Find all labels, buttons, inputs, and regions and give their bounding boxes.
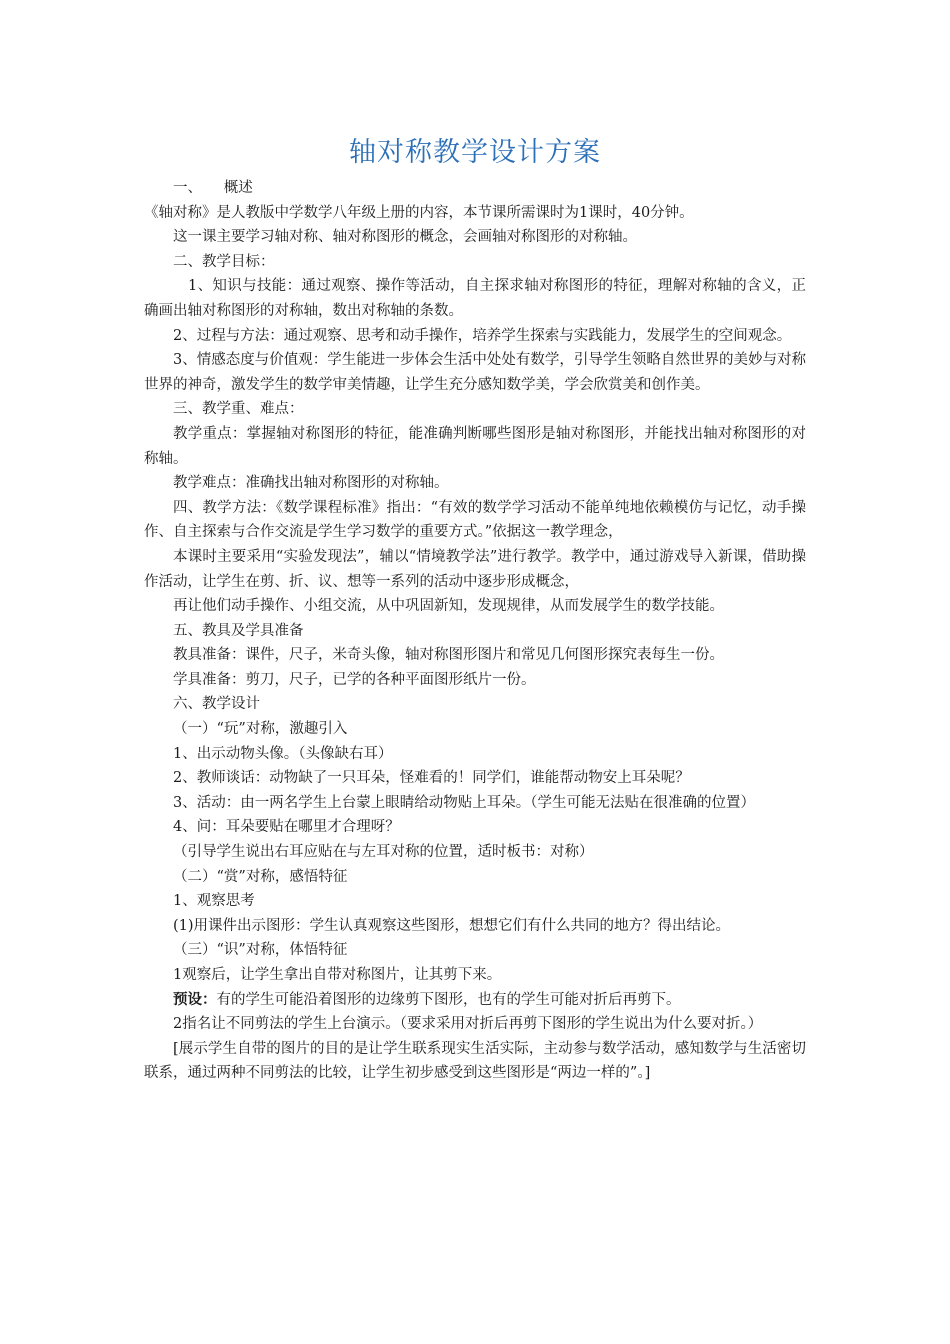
paragraph-text: 四、教学方法：《数学课程标准》指出：“有效的数学学习活动不能单纯地依赖模仿与记忆，动手操作、自主探索与合作交流是学生学习数学的重要方式。”依据这一教学理念， bbox=[144, 499, 806, 541]
paragraph bbox=[144, 619, 806, 644]
document-body bbox=[144, 176, 806, 1086]
paragraph-text: 1、出示动物头像。（头像缺右耳） bbox=[173, 745, 393, 762]
paragraph bbox=[144, 496, 806, 545]
paragraph-text: （引导学生说出右耳应贴在与左耳对称的位置，适时板书：对称） bbox=[173, 844, 594, 861]
paragraph bbox=[144, 348, 806, 397]
paragraph bbox=[144, 840, 806, 865]
paragraph bbox=[144, 717, 806, 742]
paragraph bbox=[144, 643, 806, 668]
paragraph bbox=[144, 250, 806, 275]
paragraph bbox=[144, 865, 806, 890]
paragraph bbox=[144, 422, 806, 471]
paragraph bbox=[144, 938, 806, 963]
paragraph bbox=[144, 742, 806, 767]
paragraph-text: (1)用课件出示图形：学生认真观察这些图形，想想它们有什么共同的地方？得出结论。 bbox=[173, 917, 731, 934]
paragraph-text: （一）“玩”对称，激趣引入 bbox=[173, 721, 348, 738]
paragraph bbox=[144, 668, 806, 693]
paragraph-text: 学具准备：剪刀，尺子，已学的各种平面图形纸片一份。 bbox=[173, 671, 536, 688]
paragraph-text: 这一课主要学习轴对称、轴对称图形的概念，会画轴对称图形的对称轴。 bbox=[173, 229, 637, 246]
paragraph bbox=[144, 815, 806, 840]
paragraph-text: [展示学生自带的图片的目的是让学生联系现实生活实际，主动参与数学活动，感知数学与生活密切联系，通过两种不同剪法的比较，让学生初步感受到这些图形是“两边一样的”。] bbox=[144, 1040, 806, 1082]
paragraph-text: 2指名让不同剪法的学生上台演示。（要求采用对折后再剪下图形的学生说出为什么要对折。） bbox=[173, 1016, 763, 1033]
paragraph bbox=[144, 1037, 806, 1086]
paragraph bbox=[144, 766, 806, 791]
paragraph bbox=[144, 274, 806, 323]
paragraph bbox=[144, 471, 806, 496]
paragraph-text: 教具准备：课件，尺子，米奇头像，轴对称图形图片和常见几何图形探究表每生一份。 bbox=[173, 647, 724, 664]
paragraph-text: 3、活动：由一两名学生上台蒙上眼睛给动物贴上耳朵。（学生可能无法贴在很准确的位置） bbox=[173, 794, 755, 811]
paragraph bbox=[144, 889, 806, 914]
paragraph bbox=[144, 692, 806, 717]
paragraph-text: （三）“识”对称，体悟特征 bbox=[173, 942, 348, 959]
paragraph-text: 3、情感态度与价值观：学生能进一步体会生活中处处有数学，引导学生领略自然世界的美妙与对称世界的神奇，激发学生的数学审美情趣，让学生充分感知数学美，学会欣赏美和创作美。 bbox=[144, 352, 806, 393]
paragraph-text: 1观察后，让学生拿出自带对称图片，让其剪下来。 bbox=[173, 967, 502, 983]
paragraph bbox=[144, 176, 806, 201]
paragraph-text: 六、教学设计 bbox=[173, 696, 260, 713]
paragraph bbox=[144, 594, 806, 619]
paragraph-text: 《轴对称》是人教版中学数学八年级上册的内容，本节课所需课时为1课时，40分钟。 bbox=[144, 204, 694, 221]
paragraph bbox=[144, 201, 806, 226]
paragraph-text: 有的学生可能沿着图形的边缘剪下图形，也有的学生可能对折后再剪下。 bbox=[216, 991, 681, 1008]
paragraph bbox=[144, 324, 806, 349]
paragraph bbox=[144, 791, 806, 816]
paragraph bbox=[144, 988, 806, 1013]
paragraph-text: 教学难点：准确找出轴对称图形的对称轴。 bbox=[173, 475, 449, 492]
paragraph bbox=[144, 914, 806, 939]
paragraph-text: 2、教师谈话：动物缺了一只耳朵，怪难看的！同学们，谁能帮动物安上耳朵呢？ bbox=[173, 770, 690, 787]
paragraph-text: 2、过程与方法：通过观察、思考和动手操作，培养学生探索与实践能力，发展学生的空间观念。 bbox=[173, 327, 792, 344]
paragraph bbox=[144, 397, 806, 422]
paragraph-text: 二、教学目标： bbox=[173, 253, 275, 270]
paragraph-text: 五、教具及学具准备 bbox=[173, 622, 304, 639]
paragraph-text: 本课时主要采用“实验发现法”，辅以“情境教学法”进行教学。教学中，通过游戏导入新课，借助操作活动，让学生在剪、折、议、想等一系列的活动中逐步形成概念， bbox=[144, 548, 806, 590]
paragraph-text: 1、观察思考 bbox=[173, 893, 255, 910]
paragraph bbox=[144, 963, 806, 988]
bold-label: 预设： bbox=[173, 990, 217, 1008]
paragraph bbox=[144, 1012, 806, 1037]
document-title: 轴对称教学设计方案 bbox=[349, 137, 601, 168]
paragraph-text: 教学重点：掌握轴对称图形的特征，能准确判断哪些图形是轴对称图形，并能找出轴对称图形的对称轴。 bbox=[144, 425, 806, 467]
paragraph bbox=[144, 545, 806, 594]
paragraph-text: （二）“赏”对称，感悟特征 bbox=[173, 868, 348, 885]
paragraph-text: 一、 概述 bbox=[173, 180, 253, 196]
paragraph-text: 1、知识与技能：通过观察、操作等活动，自主探求轴对称图形的特征，理解对称轴的含义，正确画出轴对称图形的对称轴，数出对称轴的条数。 bbox=[144, 278, 806, 319]
paragraph bbox=[144, 225, 806, 250]
paragraph-text: 三、教学重、难点： bbox=[173, 401, 304, 418]
paragraph-text: 再让他们动手操作、小组交流，从中巩固新知，发现规律，从而发展学生的数学技能。 bbox=[173, 598, 724, 615]
paragraph-text: 4、问：耳朵要贴在哪里才合理呀？ bbox=[173, 819, 400, 836]
